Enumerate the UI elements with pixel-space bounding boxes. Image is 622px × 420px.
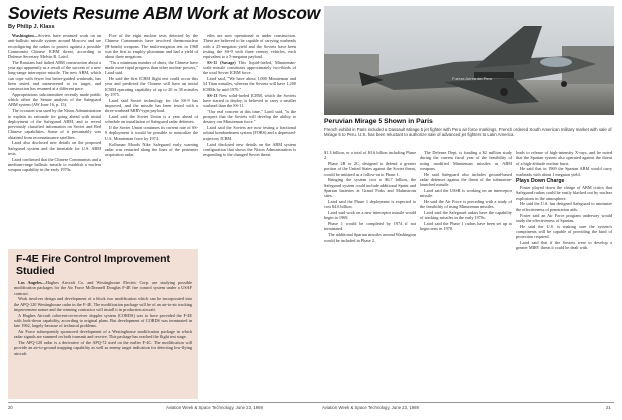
footer-publication-left: Aviation Week & Space Technology, June 23, 1969 [166, 405, 263, 410]
paragraph: Washington—Soviets have resumed work on an anti-ballistic missile system around Moscow and are reconfiguring the radars to protect against a possible Communist Chinese ICBM threat, according to Defense Secretary Melvin R. Laird. [8, 33, 101, 59]
paragraph: Laird said, "We have about 1,000 Minuteman and 54 Titan missiles, whereas the Soviets will have 1,200 ICBMs by mid-1970." [203, 76, 296, 92]
paragraph: Laird said the Phase 1 radars have been set up to begin tests in 1970. [420, 221, 512, 232]
paragraph: Laird said the Phase 1 deployment is expected to cost $4.6 billion. [324, 199, 416, 210]
paragraph: He said that in 1969 the Spartan ABM would carry warheads with about 1 megaton yield. [516, 166, 612, 177]
paragraph: He said the U.S. has designed Safeguard to minimize the effectiveness of penetration aids. [516, 201, 612, 212]
paragraph: eiles are now operational or under construction. These are believed to be capable of carrying warheads with a 25-megaton yield and the Soviets have been testing the SS-9 with three reentry vehicles, each equivalent to a 5-megaton payload. [203, 33, 296, 59]
run-in-head: SS-11 (Savage) [207, 59, 236, 65]
column-6 [516, 150, 612, 402]
paragraph: Air Force subsequently sponsored development of a Westinghouse modification package in which radar signals are summed on both transmit and receive. This package has reached the flight test stage. [14, 329, 192, 340]
paragraph: Laird said that if the Soviets were to develop a greater MIRV threat it could be dealt with. [516, 239, 612, 251]
paragraph: SS-11 (Savage) This liquid-fueled, Minuteman-scale missile constitutes approximately two-thirds of the total Soviet ICBM force. [203, 59, 296, 76]
paragraph: Foster played down the charge of ABM critics that Safeguard radars could be easily blacked out by nuclear explosions in the atmosphere. [516, 185, 612, 201]
paragraph: Laird said the Soviets are now testing a fractional orbital bombardment system (FOBS) and a depressed-trajectory ICBM. [203, 125, 296, 141]
aircraft-markings: Fuerza Aerea del Peru [452, 76, 493, 81]
column-3 [203, 33, 296, 399]
paragraph: The APQ-120 radar is a derivative of the APQ-72 used on the earlier F-4C. The modification will provide an air-to-ground mapping capability as well as enemy target indication for detecting low-flying aircraft. [14, 340, 192, 356]
dateline: Los Angeles— [18, 280, 46, 285]
paragraph: He said the U.S. is making sure the system's components will be capable of providing the kind of protection required. [516, 223, 612, 240]
paragraph: The Defense Dept. is funding a $2 million study during the current fiscal year of the feasibility of using modified Minuteman missiles as ABM weapons. [420, 150, 512, 171]
paragraph: Laird said Soviet technology for the SS-9 has improved, and the missile has been tested with a three-warhead MIRV-type payload. [105, 97, 198, 114]
paragraph: Work involves design and development of a block two modification which can be incorporated into the APQ-120 Westinghouse radar in the F-4E. The modification package will be of an air-to-air tracking improvement nature and the winning contractor will install it in production aircraft. [14, 296, 192, 312]
sidebar-title: F-4E Fire Control Improvement Studied [16, 253, 171, 277]
run-in-head: SS-13 [207, 92, 218, 98]
column-2 [105, 33, 198, 399]
paragraph: The occasion was used by the Nixon Administration to explain its rationale for going ahead with initial deployment of the Safeguard ABM, and to reveal previously classified information on Soviet and Red Chinese capabilities. Some of it presumably was obtained from reconnaissance satellites. [8, 108, 101, 140]
paragraph: Los Angeles—Hughes Aircraft Co. and Westinghouse Electric Corp. are studying possible modification packages for the Air Force McDonnell Douglas F-4E fire control system under a USAF contract. [14, 280, 192, 296]
paragraph: Appropriations subcommittee recently made public which offset the Senate analysis of the Safeguard ABM system (AW June 16, p. 15). [8, 91, 101, 108]
paragraph: Foster said an Air Force program underway would study the effectiveness of Spartan. [516, 212, 612, 223]
paragraph: "Our real concern at this time," Laird said, "is the prospect that the Soviets will develop the ability to destroy our Minuteman force." [203, 108, 296, 125]
photo-caption-title: Peruvian Mirage 5 Shown in Paris [324, 118, 433, 125]
paragraph: Laird said the Soviet Union is a year ahead of schedule on installation of Safeguard radar defenses. [105, 114, 198, 125]
paragraph: "On a minimum number of shots, the Chinese have made more rapid progress than other nuclear powers," Laird said. [105, 59, 198, 76]
paragraph: Bringing the system cost to $6.7 billion, the Safeguard system could include additional Sprint and Spartan batteries at Grand Forks and Malmstrom sites. [324, 177, 416, 199]
paragraph: Laird said work on a new interceptor missile would begin in 1969. [324, 210, 416, 221]
paragraph: Laird also disclosed new details on the proposed Safeguard system and the timetable for U.S. ABM tests. [8, 140, 101, 156]
paragraph: Laird confirmed that the Chinese Communists and a medium-range ballistic missile to establish a nuclear weapon capability in the early 1970s. [8, 156, 101, 173]
paragraph: A Hughes Aircraft coherent-on-receiver doppler system (CORDS) was to have provided the F-4E with look-down capability, according to original plans. But development of CORDS was terminated in late 1962, largely because of technical problems. [14, 312, 192, 329]
paragraph: He said Safeguard also includes ground-based radar defenses against the threat of the submarine-launched missile. [420, 171, 512, 188]
paragraph: The Russians had halted ABM construction about a year ago apparently as a result of the success of a new long-range interceptor missile. The new ABM, which can cope with fewer but better-guided warheads, has been tested and maneuvered to its target, and construction has resumed at a different pace. [8, 59, 101, 92]
column-5 [420, 150, 512, 402]
paragraph: He said the Air Force is preceding with a study of the feasibility of using Minuteman missiles. [420, 199, 512, 210]
paragraph: Laird disclosed new details on the ABM system configuration that shows the Nixon Administration is responding to the changed Soviet threat. [203, 141, 296, 158]
paragraph: The additional Spartan missiles around Washington would be included in Phase 2. [324, 232, 416, 243]
byline: By Philip J. Klass [8, 24, 55, 30]
article-headline: Soviets Resume ABM Work at Moscow [8, 3, 320, 23]
paragraph: Kollsman Moods Nike Safeguard early warning radar was restarted along the lines of the perimeter acquisition radar. [105, 141, 198, 158]
photo-caption: French exhibit in Paris included a Dassault Mirage 5 jet fighter with Peru air force markings. French ordered South American military market with sale of Mirage 5 to Peru. U.S. has been reluctant to authorize sale of advanced jet fighters to Latin America. [324, 127, 612, 138]
paragraph: Phase 2B or 2C, designed to defend a greater portion of the United States against the Soviet threat, would be initiated as a follow-on to Phase 1. [324, 161, 416, 177]
paragraph: Laird said the Safeguard radars have the capability of tracking missiles in the early 1970s. [420, 210, 512, 221]
paragraph: leads to release of high-intensity X-rays, and he noted that the Spartan system also operated against the threat of a high-altitude nuclear burst. [516, 150, 612, 166]
paragraph: If the Soviet Union continues its current rate of SS-9 deployment it would be possible to neutralize the U.S. Minuteman force by 1974. [105, 125, 198, 141]
paragraph: SS-13 New solid-fueled ICBM, which the Soviets have started to deploy, is believed to carry a smaller warhead than the SS-11. [203, 92, 296, 109]
paragraph: Five of the eight nuclear tests detected by the Chinese Communists have involved thermonuclear (H-bomb) weapons. The multi-megaton test in 1968 was the first to employ plutonium and had a yield of about three megatons. [105, 33, 198, 59]
footer-publication-right: Aviation Week & Space Technology, June 23, 1969 [322, 405, 419, 410]
mirage-jet-image [324, 6, 614, 115]
paragraph: Laird said the USSR is working on an interceptor missile. [420, 187, 512, 199]
dateline: Washington— [12, 33, 38, 38]
aircraft-photo [324, 6, 614, 115]
paragraph: Phase 1 would be completed by 1974 if not terminated. [324, 221, 416, 232]
page-number-left: 20 [8, 405, 13, 410]
footer-rule [8, 402, 614, 403]
paragraph: He said the first ICBM flight test could occur this year and predicted the Chinese will have an initial ICBM operating capability of up to 20 or 30 missiles by 1975. [105, 76, 198, 97]
column-4 [324, 150, 416, 402]
paragraph: $1.3 billion, or a total of $3.6 billion including Phase 2. [324, 150, 416, 161]
page-number-right: 21 [606, 405, 611, 410]
section-subhead: Plays Down Charge [516, 177, 565, 184]
column-1 [8, 33, 101, 247]
